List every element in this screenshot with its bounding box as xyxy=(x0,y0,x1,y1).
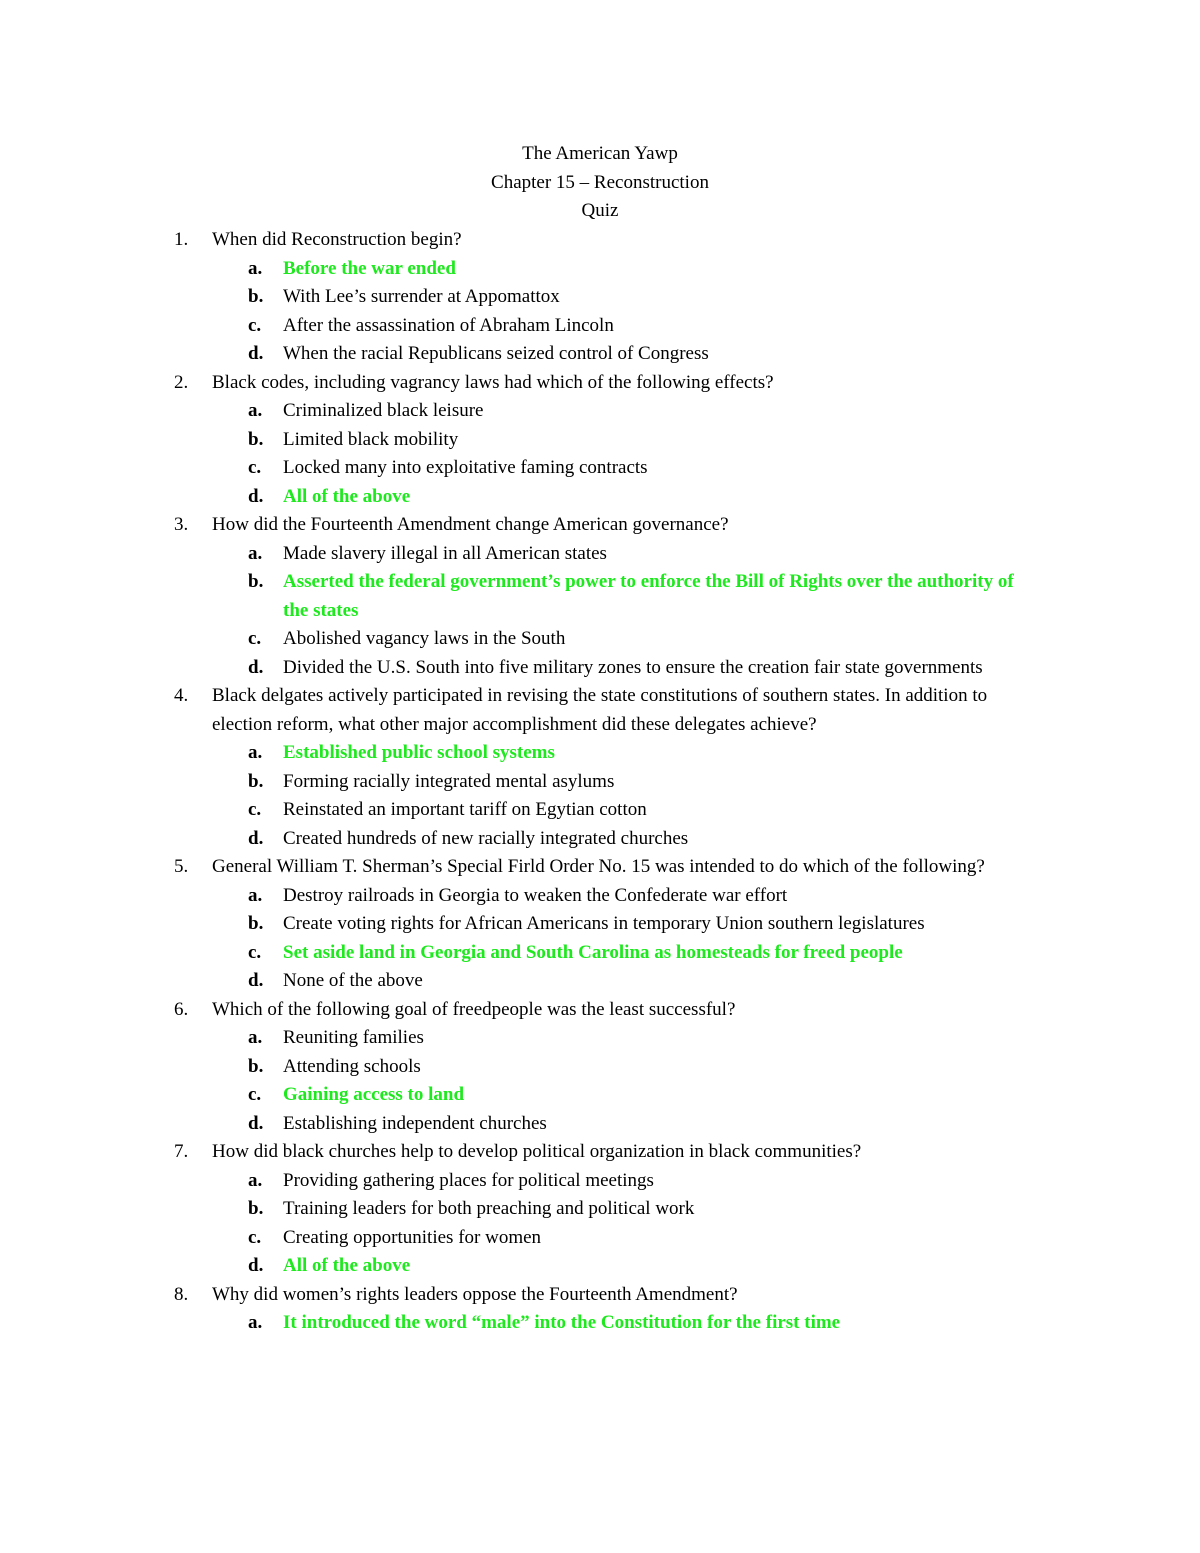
chapter-heading: Chapter 15 – Reconstruction xyxy=(491,171,709,193)
option-letter: a. xyxy=(248,1027,263,1048)
question-item xyxy=(0,1281,1200,1338)
answer-options xyxy=(0,1309,1200,1338)
option-text: None of the above xyxy=(283,970,423,991)
option-letter: c. xyxy=(248,314,262,336)
option-letter: b. xyxy=(248,770,264,792)
option-text: Before the war ended xyxy=(283,257,456,279)
option-letter: d. xyxy=(248,343,264,364)
question-number: 7. xyxy=(174,1141,189,1162)
question-number: 6. xyxy=(174,998,189,1020)
answer-options xyxy=(0,1024,1200,1138)
option-letter: a. xyxy=(248,884,263,906)
question-number: 3. xyxy=(174,514,189,535)
option-text: When the racial Republicans seized control of Congress xyxy=(283,343,709,364)
option-letter: c. xyxy=(248,628,262,649)
option-letter: c. xyxy=(248,1226,262,1248)
answer-option xyxy=(0,796,1200,825)
answer-option-correct xyxy=(0,1252,1200,1281)
option-text: Reuniting families xyxy=(283,1027,424,1048)
option-text: After the assassination of Abraham Lincoln xyxy=(283,314,614,336)
answer-option xyxy=(0,312,1200,341)
answer-option xyxy=(0,397,1200,426)
answer-options xyxy=(0,255,1200,369)
option-letter: d. xyxy=(248,827,264,849)
option-letter: d. xyxy=(248,1255,264,1276)
option-text: Limited black mobility xyxy=(283,428,459,450)
option-letter: c. xyxy=(248,457,262,478)
answer-options xyxy=(0,397,1200,511)
option-letter: b. xyxy=(248,1198,264,1219)
question-text: General William T. Sherman’s Special Firld Order No. 15 was intended to do which of the following? xyxy=(212,856,985,877)
option-text: Established public school systems xyxy=(283,742,555,763)
answer-option xyxy=(0,1110,1200,1139)
option-text: Set aside land in Georgia and South Carolina as homesteads for freed people xyxy=(283,941,903,963)
answer-options xyxy=(0,1167,1200,1281)
option-letter: a. xyxy=(248,1169,263,1191)
answer-option xyxy=(0,825,1200,854)
answer-option xyxy=(0,625,1200,654)
question-text: How did the Fourteenth Amendment change American governance? xyxy=(212,514,729,535)
option-text: With Lee’s surrender at Appomattox xyxy=(283,286,560,307)
option-letter: b. xyxy=(248,913,264,934)
option-text: Training leaders for both preaching and political work xyxy=(283,1198,695,1219)
option-letter: c. xyxy=(248,941,262,963)
answer-option xyxy=(0,340,1200,369)
option-letter: a. xyxy=(248,742,263,763)
option-text: Destroy railroads in Georgia to weaken the Confederate war effort xyxy=(283,884,788,906)
option-letter: d. xyxy=(248,970,264,991)
answer-option xyxy=(0,1167,1200,1196)
answer-options xyxy=(0,540,1200,683)
option-letter: c. xyxy=(248,1084,262,1105)
option-text: Abolished vagancy laws in the South xyxy=(283,628,566,649)
option-letter: c. xyxy=(248,799,262,820)
answer-option-correct xyxy=(0,739,1200,768)
option-text: Attending schools xyxy=(283,1055,421,1077)
answer-option-correct xyxy=(0,568,1200,625)
answer-option xyxy=(0,910,1200,939)
question-text: When did Reconstruction begin? xyxy=(212,229,462,250)
option-letter: d. xyxy=(248,485,264,507)
option-text: Criminalized black leisure xyxy=(283,400,484,421)
option-text: Divided the U.S. South into five military zones to ensure the creation fair state governments xyxy=(283,656,983,678)
option-text: Create voting rights for African Americans in temporary Union southern legislatures xyxy=(283,913,925,934)
question-item xyxy=(0,682,1200,853)
question-item xyxy=(0,511,1200,682)
answer-option-correct xyxy=(0,483,1200,512)
question-number: 2. xyxy=(174,371,189,393)
question-text: Black delgates actively participated in revising the state constitutions of southern states. In addition to election reform, what other major accomplishment did these delegates achieve? xyxy=(212,685,988,735)
answer-option xyxy=(0,1024,1200,1053)
answer-option xyxy=(0,1224,1200,1253)
option-text: All of the above xyxy=(283,485,411,507)
option-text: Providing gathering places for political meetings xyxy=(283,1169,654,1191)
option-text: Asserted the federal government’s power to enforce the Bill of Rights over the authority of the states xyxy=(283,571,1014,621)
question-item xyxy=(0,996,1200,1139)
document-title: The American Yawp xyxy=(522,143,678,164)
quiz-heading: Quiz xyxy=(581,200,619,221)
option-letter: a. xyxy=(248,400,263,421)
option-text: Locked many into exploitative faming contracts xyxy=(283,457,648,478)
answer-option xyxy=(0,426,1200,455)
answer-option-correct xyxy=(0,1081,1200,1110)
option-text: All of the above xyxy=(283,1255,411,1276)
option-text: Forming racially integrated mental asylums xyxy=(283,770,615,792)
answer-option xyxy=(0,654,1200,683)
answer-option-correct xyxy=(0,1309,1200,1338)
question-item xyxy=(0,226,1200,369)
option-text: Creating opportunities for women xyxy=(283,1226,542,1248)
option-letter: b. xyxy=(248,428,264,450)
answer-options xyxy=(0,882,1200,996)
answer-option xyxy=(0,540,1200,569)
question-item xyxy=(0,853,1200,996)
answer-option xyxy=(0,1195,1200,1224)
question-text: Which of the following goal of freedpeople was the least successful? xyxy=(212,998,736,1020)
question-number: 5. xyxy=(174,856,189,877)
answer-option-correct xyxy=(0,939,1200,968)
option-letter: b. xyxy=(248,1055,264,1077)
answer-option xyxy=(0,454,1200,483)
question-number: 4. xyxy=(174,685,189,706)
question-text: Black codes, including vagrancy laws had which of the following effects? xyxy=(212,371,774,393)
option-letter: a. xyxy=(248,542,263,564)
option-letter: b. xyxy=(248,571,264,592)
answer-option xyxy=(0,283,1200,312)
option-text: Created hundreds of new racially integrated churches xyxy=(283,827,689,849)
option-text: Reinstated an important tariff on Egytian cotton xyxy=(283,799,647,820)
question-item xyxy=(0,369,1200,512)
answer-option-correct xyxy=(0,255,1200,284)
question-item xyxy=(0,1138,1200,1281)
question-list xyxy=(0,226,1200,1338)
answer-option xyxy=(0,882,1200,911)
option-letter: a. xyxy=(248,1312,263,1333)
option-letter: a. xyxy=(248,257,263,279)
question-text: Why did women’s rights leaders oppose the Fourteenth Amendment? xyxy=(212,1283,738,1305)
option-text: Made slavery illegal in all American states xyxy=(283,542,607,564)
option-text: It introduced the word “male” into the Constitution for the first time xyxy=(283,1312,841,1333)
answer-option xyxy=(0,967,1200,996)
question-number: 8. xyxy=(174,1283,189,1305)
answer-options xyxy=(0,739,1200,853)
option-letter: d. xyxy=(248,656,264,678)
question-number: 1. xyxy=(174,229,189,250)
answer-option xyxy=(0,1053,1200,1082)
answer-option xyxy=(0,768,1200,797)
option-letter: d. xyxy=(248,1112,264,1134)
question-text: How did black churches help to develop political organization in black communities? xyxy=(212,1141,862,1162)
option-letter: b. xyxy=(248,286,264,307)
option-text: Establishing independent churches xyxy=(283,1112,547,1134)
option-text: Gaining access to land xyxy=(283,1084,465,1105)
